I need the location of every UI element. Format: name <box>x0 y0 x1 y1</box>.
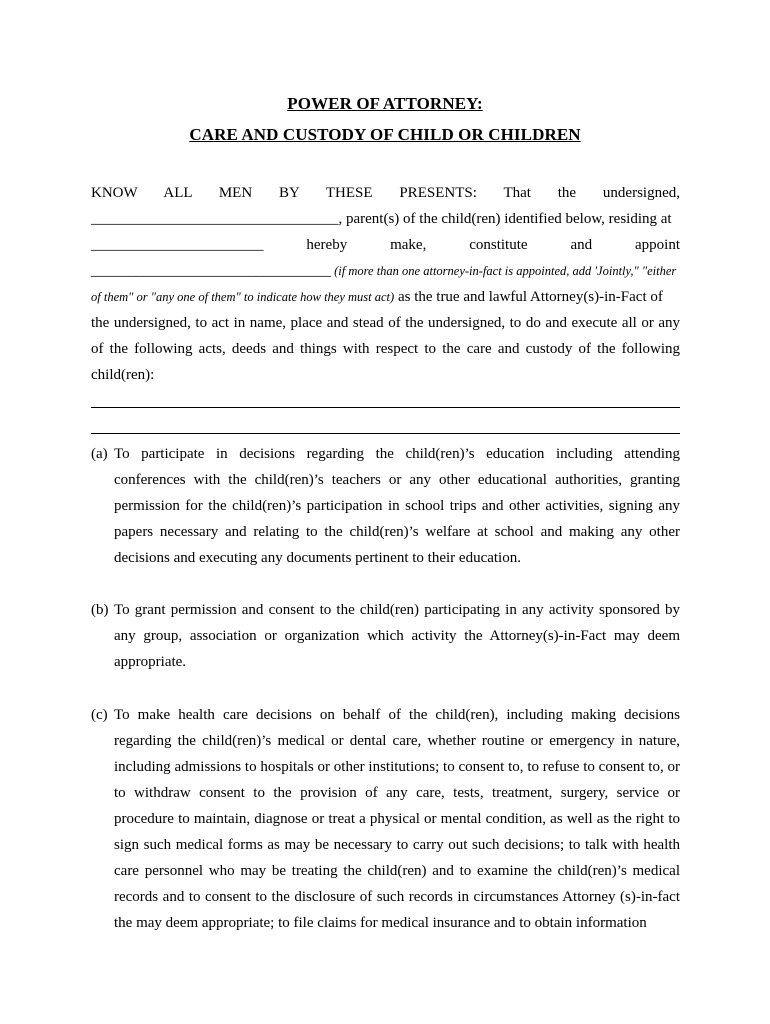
list-item-b <box>91 597 680 675</box>
document-subtitle: CARE AND CUSTODY OF CHILD OR CHILDREN <box>189 125 581 144</box>
intro-line-7: of the following acts, deeds and things with respect to the care and custody of the following <box>91 341 680 357</box>
list-item-c <box>91 702 680 936</box>
item-label: (a) <box>91 446 108 462</box>
attorney-name-blank[interactable]: ________________________________ <box>91 263 331 279</box>
intro-line-4: ________________________________ (if more than one attorney-in-fact is appointed, add 'Jointly," "either <box>91 263 677 279</box>
intro-paragraph <box>91 180 680 390</box>
intro-line-1: KNOW ALL MEN BY THESE PRESENTS: That the undersigned, <box>91 185 680 201</box>
intro-line-3: _______________________ hereby make, constitute and appoint <box>91 237 680 253</box>
parent-name-blank[interactable]: _________________________________ <box>91 211 339 227</box>
child-name-line-1[interactable] <box>91 407 680 408</box>
item-text: To participate in decisions regarding the child(ren)’s education including attending conferences with the child(ren)’s teachers or any other educational authorities, granting permission for the child(ren)’s participation in school trips and other activities, signing any papers necessary and relating to the child(ren)’s welfare at school and making any other decisions and executing any documents pertinent to their education. <box>114 446 680 566</box>
item-label: (b) <box>91 602 109 618</box>
intro-line-5: of them" or "any one of them" to indicate how they must act) as the true and lawful Attorney(s)-in-Fact of <box>91 289 663 305</box>
intro-line-6: the undersigned, to act in name, place and stead of the undersigned, to do and execute all or any <box>91 315 680 331</box>
document-title: POWER OF ATTORNEY: <box>287 94 483 113</box>
residence-blank[interactable]: _______________________ <box>91 237 264 253</box>
item-text: To make health care decisions on behalf of the child(ren), including making decisions regarding the child(ren)’s medical or dental care, whether routine or emergency in nature, including admissions to hospitals or other institutions; to consent to, to refuse to consent to, or to withdraw consent to the provision of any care, tests, treatment, surgery, service or procedure to maintain, diagnose or treat a physical or mental condition, as well as the right to sign such medical forms as may be necessary to carry out such decisions; to talk with health care personnel who may be treating the child(ren) and to examine the child(ren)’s medical records and to consent to the disclosure of such records in circumstances Attorney (s)-in-fact the may deem appropriate; to file claims for medical insurance and to obtain information <box>114 707 680 931</box>
item-label: (c) <box>91 707 108 723</box>
list-item-a <box>91 441 680 571</box>
intro-line-2: _________________________________, parent(s) of the child(ren) identified below, residing at <box>91 211 672 227</box>
intro-line-8: child(ren): <box>91 367 155 383</box>
child-name-line-2[interactable] <box>91 433 680 434</box>
item-text: To grant permission and consent to the child(ren) participating in any activity sponsored by any group, association or organization which activity the Attorney(s)-in-Fact may deem appropriate. <box>114 602 680 670</box>
